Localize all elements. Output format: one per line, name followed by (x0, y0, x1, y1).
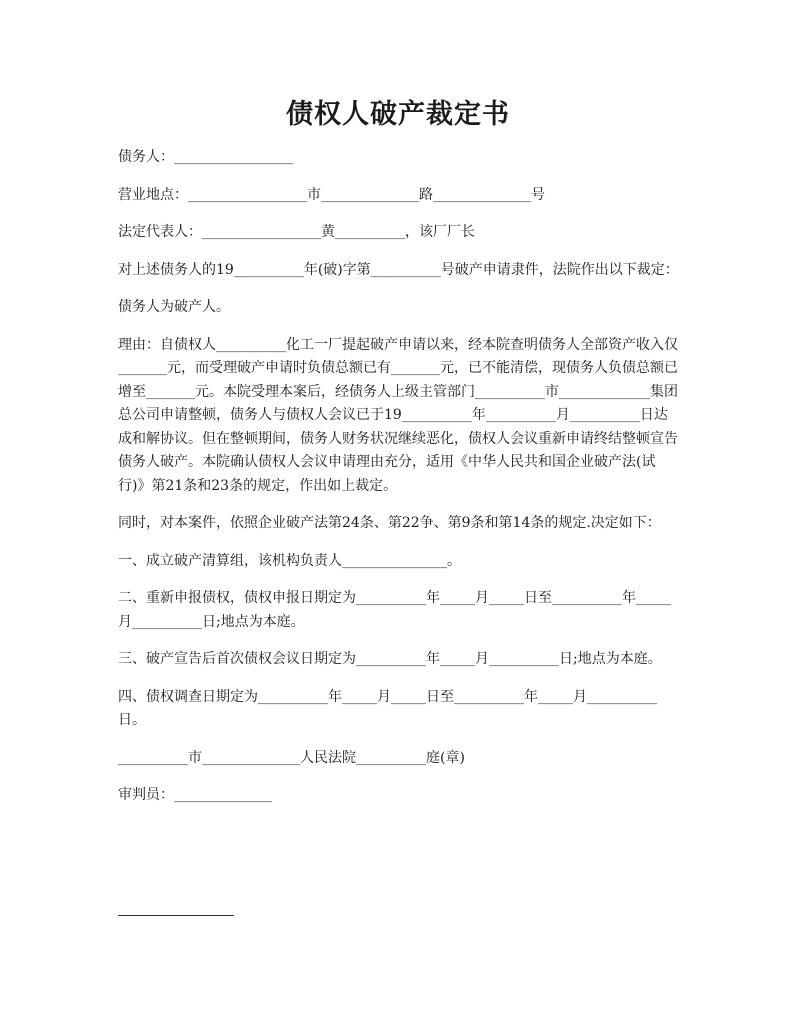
document-title: 债权人破产裁定书 (286, 99, 510, 130)
judge-line: 审判员：______________ (118, 787, 272, 803)
case-intro-paragraph: 对上述债务人的19__________年(破)字第__________号破产申请隶件，法院作出以下裁定： (118, 261, 679, 278)
court-seal-line: __________市______________人民法院__________庭(章) (118, 749, 465, 766)
decision-item-4: 四、债权调查日期定为__________年_____月_____日至__________年_____月__________日。 (118, 688, 657, 728)
legal-representative-line: 法定代表人：_________________黄__________，该厂厂长 (118, 224, 475, 240)
decision-item-3: 三、破产宣告后首次债权会议日期定为__________年_____月__________日;地点为本庭。 (118, 651, 662, 667)
reasons-paragraph: 理由：自债权人__________化工一厂提起破产申请以来，经本院查明债务人全部资产收入仅_______元，而受理破产申请时负债总额已有_______元，已不能清偿，现债务人负债总额已增至_______元。本院受理本案后，经债务人上级主管部门__________市_____________集团总公司申请整顿，债务人与债权人会议已于19__________年__________月__________日达成和解协议。但在整顿期间，债务人财务状况继续恶化，债权人会议重新申请终结整顿宣告债务人破产。本院确认债权人会议申请理由充分，适用《中华人民共和国企业破产法(试行)》第21条和23条的规定，作出如上裁定。 (118, 336, 678, 494)
debtor-line: 债务人：_________________ (118, 149, 293, 165)
signature-line (118, 915, 234, 916)
business-location-line: 营业地点：_________________市______________路______________号 (118, 186, 545, 203)
document-body (118, 146, 680, 822)
decision-item-2: 二、重新申报债权，债权申报日期定为__________年_____月_____日至__________年_____月__________日;地点为本庭。 (118, 590, 671, 630)
decision-item-1: 一、成立破产清算组，该机构负责人_______________。 (118, 552, 461, 569)
ruling-statement: 债务人为破产人。 (118, 299, 230, 315)
decision-intro-paragraph: 同时，对本案件，依照企业破产法第24条、第22争、第9条和第14条的规定.决定如下： (118, 515, 661, 531)
